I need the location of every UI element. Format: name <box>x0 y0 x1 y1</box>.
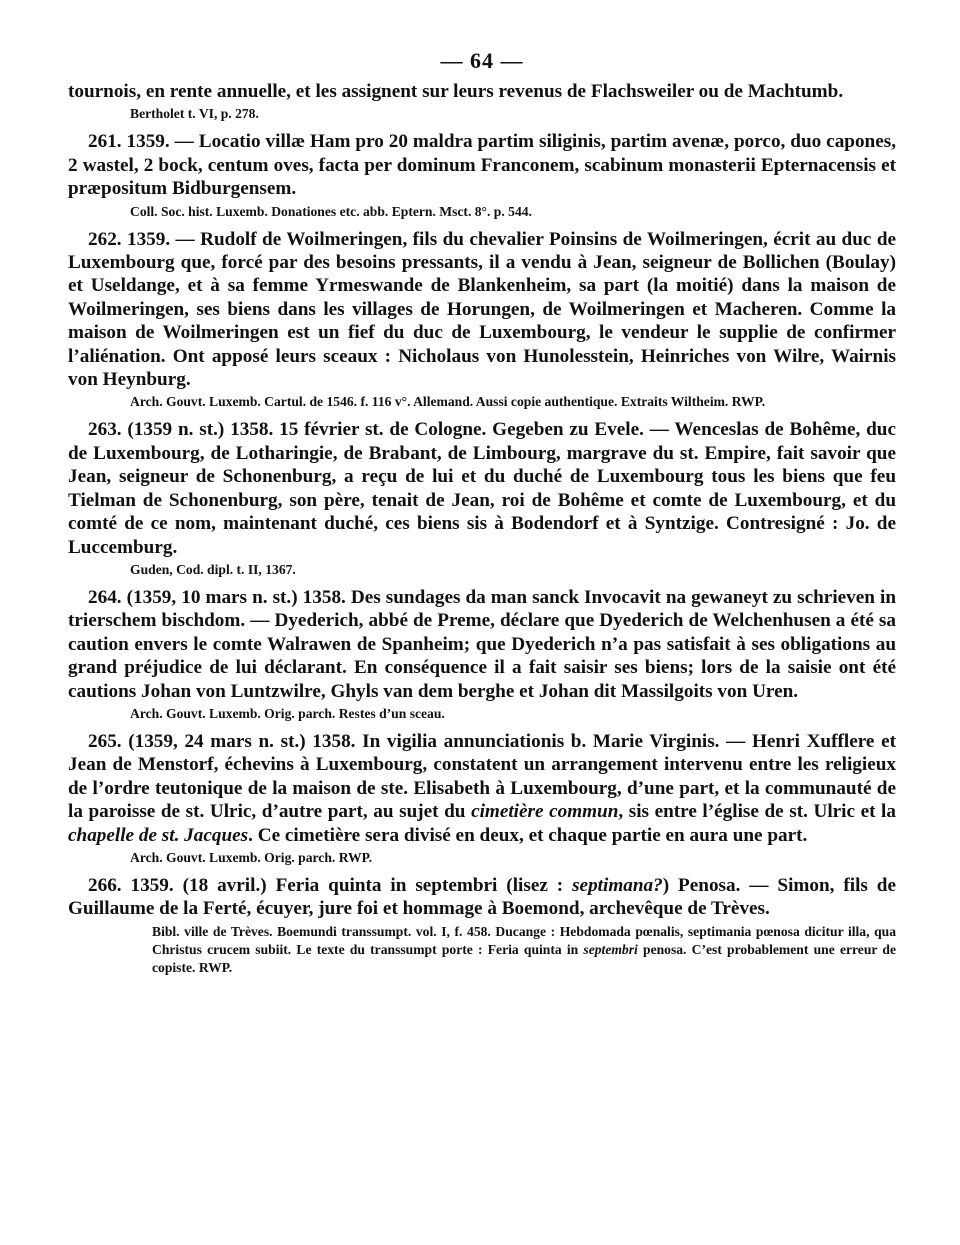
entry-266-source-1: Bibl. ville de Trèves. Boemundi transsumpt. vol. I, f. 458. Ducange : Hebdomada pœnalis, septimania pœnosa dicitur illa, qua Christus crucem subiit. Le texte du transsumpt porte : Feria quinta in <box>152 923 896 957</box>
entry-266-italic: septimana? <box>572 874 663 896</box>
entry-265-body-2: , sis entre l’église de st. Ulric et la <box>618 801 896 823</box>
entry-266-mid: (lisez : <box>497 874 573 896</box>
entry-261-head: 261. 1359. <box>88 131 170 153</box>
entry-264-gothic: Des sundages da man sanck Invocavit na gewaneyt zu schrieven in trierschem bischdom. <box>68 586 896 632</box>
entry-266-body: — Simon, fils de Guillaume de la Ferté, écuyer, jure foi et hommage à Boemond, archevêque de Trèves. <box>68 874 896 920</box>
entry-262 <box>68 228 896 392</box>
entry-263-date: 15 février st. de Cologne. <box>273 419 493 441</box>
entry-266-source-2: penosa. C’est probablement une erreur de copiste. RWP. <box>152 941 896 975</box>
entry-265-italic-1: cimetière commun <box>471 801 619 823</box>
entry-266-source-italic: septembri <box>583 941 638 957</box>
entry-263 <box>68 418 896 558</box>
intro-paragraph: tournois, en rente annuelle, et les assignent sur leurs revenus de Flachsweiler ou de Machtumb. <box>68 81 844 102</box>
entry-265-source: Arch. Gouvt. Luxemb. Orig. parch. RWP. <box>130 849 373 865</box>
entry-263-source: Guden, Cod. dipl. t. II, 1367. <box>130 561 296 577</box>
document-page <box>68 48 896 984</box>
entry-266 <box>68 874 896 921</box>
entry-264-head: 264. (1359, 10 mars n. st.) 1358. <box>88 586 346 608</box>
entry-263-gothic: Gegeben zu Evele. <box>492 419 644 441</box>
entry-266-head: 266. 1359. <box>88 874 174 896</box>
entry-266-mid-2: ) <box>662 874 679 896</box>
entry-265-italic-2: chapelle de st. Jacques <box>68 824 249 846</box>
entry-264-source: Arch. Gouvt. Luxemb. Orig. parch. Restes d’un sceau. <box>130 705 445 721</box>
entry-264 <box>68 586 896 703</box>
entry-263-body: — Wenceslas de Bohême, duc de Luxembourg, de Lotharingie, de Brabant, de Limbourg, margrave du st. Empire, fait savoir que Jean, seigneur de Schonenburg, a reçu de lui et du duché de Luxembourg tous les biens que feu Tielman de Schonenburg, son père, tenait de Jean, roi de Bohême et comte de Luxembourg, et du comté de ce nom, maintenant duché, ces biens sis à Bodendorf et à Syntzige. Contresigné : Jo. de Luccemburg. <box>68 419 896 558</box>
entry-266-date: (18 avril.) <box>173 874 276 896</box>
entry-263-head: 263. (1359 n. st.) 1358. <box>88 419 274 441</box>
entry-262-body: — Rudolf de Woilmeringen, fils du chevalier Poinsins de Woilmeringen, écrit au duc de Luxembourg que, forcé par des besoins pressants, il a vendu à Jean, seigneur de Bollichen (Boulay) et Useldange, et à sa femme Yrmeswande de Blankenheim, sa part (la moitié) dans la maison de Woilmeringen, ses biens dans les villages de Horungen, de Woilmeringen et Macheren. Comme la maison de Woilmeringen est un fief du duc de Luxembourg, le vendeur le supplie de confirmer l’aliénation. Ont apposé leurs sceaux : Nicholaus von Hunolesstein, Heinriches von Wilre, Wairnis von Heynburg. <box>68 228 897 391</box>
entry-265-gothic: In vigilia annunciationis b. Marie Virginis. <box>355 730 720 752</box>
intro-source: Bertholet t. VI, p. 278. <box>130 106 259 122</box>
entry-265-body-1: — Henri Xufflere et Jean de Menstorf, échevins à Luxembourg, constatent un arrangement intervenu entre les religieux de l’ordre teutonique de la maison de ste. Elisabeth à Luxembourg, d’une part, et la communauté de la paroisse de st. Ulric, d’autre part, au sujet du <box>68 730 896 823</box>
entry-266-source <box>68 923 896 977</box>
entry-262-head: 262. 1359. <box>88 228 171 250</box>
page-number: — 64 — <box>440 48 524 73</box>
entry-261 <box>68 130 896 200</box>
entry-265 <box>68 730 896 847</box>
entry-265-body-3: . Ce cimetière sera divisé en deux, et chaque partie en aura une part. <box>248 824 808 846</box>
entry-261-body: — Locatio villæ Ham pro 20 maldra partim siliginis, partim avenæ, porco, duo capones, 2 wastel, 2 bock, centum oves, facta per dominum Franconem, scabinum monasterii Epternacensis et præpositum Bidburgensem. <box>68 131 897 200</box>
entry-266-gothic-1: Feria quinta in septembri <box>275 874 498 896</box>
entry-266-gothic-2: Penosa. <box>678 874 741 896</box>
entry-264-body: — Dyederich, abbé de Preme, déclare que Dyederich de Welchenhusen a été sa caution envers le comte Walrawen de Spanheim; que Dyederich n’a pas satisfait à ses obligations au grand préjudice de lui déclarant. En conséquence il a fait saisir ses biens; lors de la saisie ont été cautions Johan von Luntzwilre, Ghyls van dem berghe et Johan dit Massilgoits von Uren. <box>68 610 896 702</box>
entry-262-source: Arch. Gouvt. Luxemb. Cartul. de 1546. f. 116 v°. Allemand. Aussi copie authentique. Extraits Wiltheim. RWP. <box>130 394 766 410</box>
entry-265-head: 265. (1359, 24 mars n. st.) 1358. <box>88 730 356 752</box>
entry-261-source: Coll. Soc. hist. Luxemb. Donationes etc. abb. Eptern. Msct. 8°. p. 544. <box>130 203 532 219</box>
